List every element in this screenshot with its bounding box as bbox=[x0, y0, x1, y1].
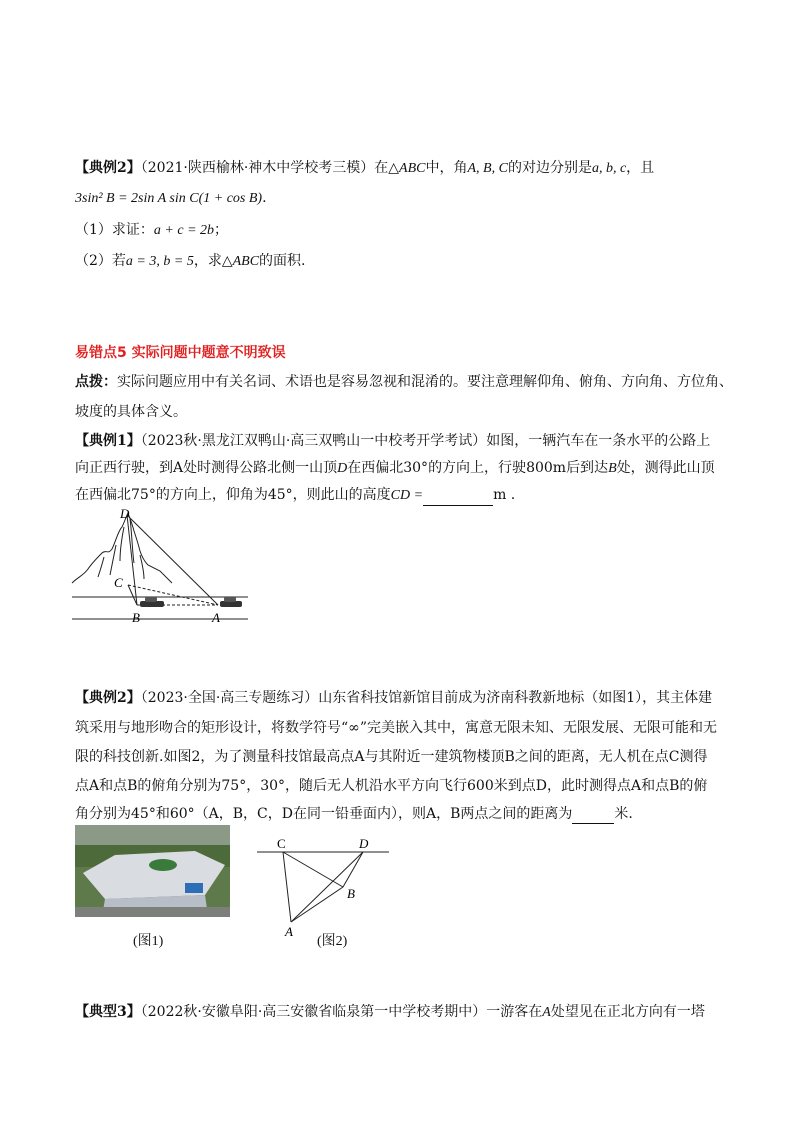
segment-CA bbox=[283, 852, 291, 922]
mountain-figure bbox=[70, 505, 250, 627]
example-tag: 【典例2】 bbox=[75, 690, 141, 706]
example-tag: 【典型3】 bbox=[75, 1004, 141, 1020]
segment-DB bbox=[343, 852, 363, 887]
science-museum-photo bbox=[75, 825, 230, 917]
point-A-label: A bbox=[285, 924, 293, 939]
segment-AB bbox=[291, 887, 343, 922]
point-D-label: D bbox=[120, 506, 130, 521]
mountain-sketch bbox=[72, 513, 172, 583]
ex2-top-part1: （1）求证：a + c = 2b； bbox=[75, 222, 229, 238]
example-tag: 【典例2】 bbox=[75, 160, 141, 176]
drone-figure bbox=[255, 832, 395, 940]
ex3-line1: 【典型3】（2022秋·安徽阜阳·高三安徽省临泉第一中学校考期中）一游客在A处望见在正北方向有一塔 bbox=[75, 1004, 705, 1020]
example-tag: 【典例1】 bbox=[75, 433, 141, 449]
tip-label: 点拨： bbox=[75, 374, 117, 390]
fig2-caption: (图2) bbox=[317, 934, 348, 949]
answer-blank bbox=[423, 491, 493, 506]
ex2-line5: 角分别为45°和60°（A，B，C，D在同一铅垂面内），则A，B两点之间的距离为 米. bbox=[75, 806, 633, 822]
ex2-line4: 点A和点B的俯角分别为75°，30°，随后无人机沿水平方向飞行600米到点D，此时测得点A和点B的俯 bbox=[75, 778, 708, 794]
point-C-label: C bbox=[114, 575, 123, 590]
ex2-top-part2: （2）若a = 3, b = 5，求△ABC的面积. bbox=[75, 253, 306, 269]
point-B-label: B bbox=[132, 610, 140, 625]
car-icon bbox=[140, 597, 164, 607]
ex2-line2: 筑采用与地形吻合的矩形设计，将数学符号“∞”完美嵌入其中，寓意无限未知、无限发展、无限可能和无 bbox=[75, 720, 717, 736]
point-A-label: A bbox=[212, 610, 220, 625]
ex2-top-equation: 3sin² B = 2sin A sin C(1 + cos B). bbox=[75, 190, 267, 206]
answer-blank bbox=[572, 809, 614, 824]
sightline-DB bbox=[127, 515, 137, 605]
ex1-line2: 向正西行驶，到A处时测得公路北侧一山顶D在西偏北30°的方向上，行驶800m后到达B处，测得此山顶 bbox=[75, 460, 715, 476]
ex2-line3: 限的科技创新.如图2，为了测量科技馆最高点A与其附近一建筑物楼顶B之间的距离，无人机在点C测得 bbox=[75, 749, 708, 765]
point-C-label: C bbox=[277, 836, 286, 851]
car-icon bbox=[220, 597, 242, 607]
fig1-caption: (图1) bbox=[133, 934, 164, 949]
ex2-line1: 【典例2】（2023·全国·高三专题练习）山东省科技馆新馆目前成为济南科教新地标（如图1），其主体建 bbox=[75, 690, 713, 706]
point-B-label: B bbox=[347, 886, 355, 901]
tip-line2: 坡度的具体含义。 bbox=[75, 404, 187, 420]
point-D-label: D bbox=[359, 836, 369, 851]
ex1-line1: 【典例1】（2023秋·黑龙江双鸭山·高三双鸭山一中校考开学考试）如图，一辆汽车在一条水平的公路上 bbox=[75, 433, 711, 449]
section-heading: 易错点5 实际问题中题意不明致误 bbox=[75, 345, 286, 361]
sightline-DA bbox=[127, 515, 218, 605]
ex1-line3: 在西偏北75°的方向上，仰角为45°，则此山的高度CD = m . bbox=[75, 485, 515, 506]
segment-CB bbox=[283, 852, 343, 887]
tip-line1: 点拨：实际问题应用中有关名词、术语也是容易忽视和混淆的。要注意理解仰角、俯角、方向角、方位角、 bbox=[75, 374, 733, 390]
ex2-top-line1: 【典例2】（2021·陕西榆林·神木中学校考三模）在△ABC中，角A, B, C的对边分别是a, b, c，且 bbox=[75, 160, 655, 176]
